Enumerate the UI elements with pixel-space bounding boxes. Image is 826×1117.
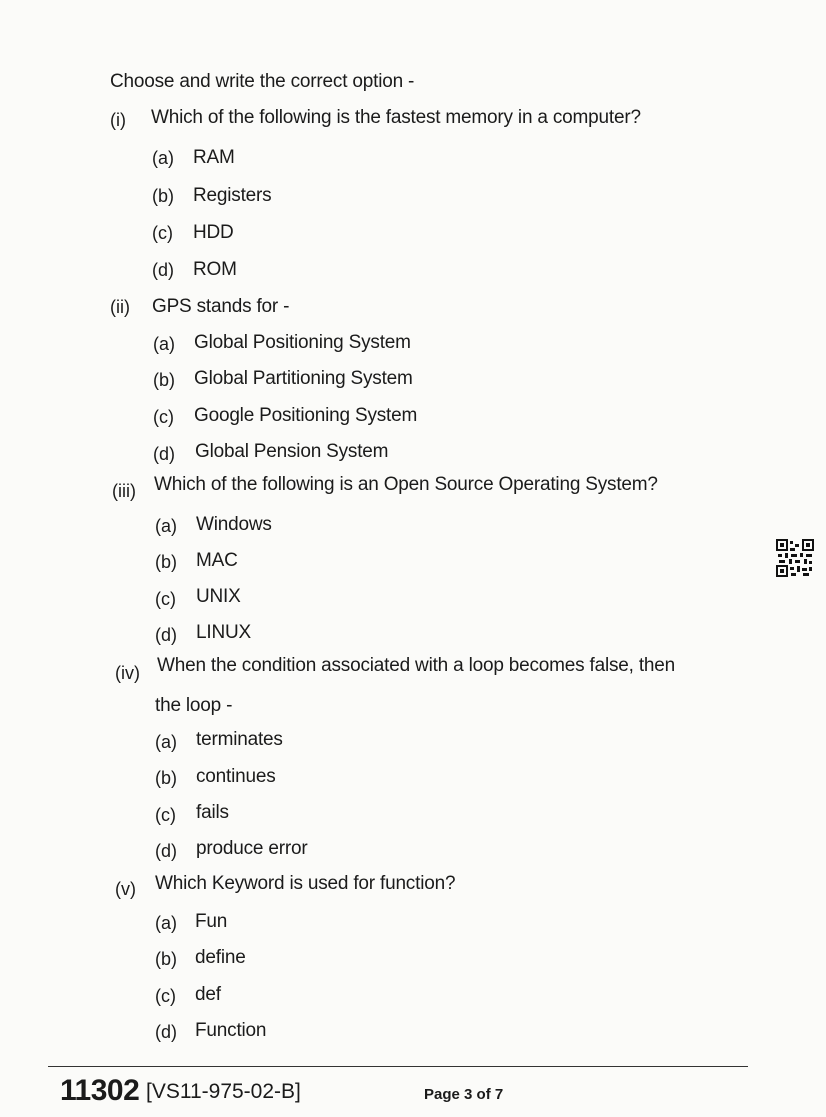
option-letter: (c) <box>155 805 176 825</box>
option-text: terminates <box>196 729 283 750</box>
paper-reference: [VS11-975-02-B] <box>146 1080 301 1103</box>
question-text: GPS stands for - <box>152 296 290 317</box>
option-letter: (d) <box>155 1022 177 1042</box>
option-letter: (c) <box>155 986 176 1006</box>
option-text: Windows <box>196 514 272 535</box>
option-text: Registers <box>193 185 272 206</box>
option-letter: (b) <box>152 186 174 206</box>
option-letter: (c) <box>153 407 174 427</box>
option-text: ROM <box>193 259 237 280</box>
option-text: fails <box>196 802 229 823</box>
option-letter: (c) <box>152 223 173 243</box>
option-text: HDD <box>193 222 234 243</box>
question-number: (i) <box>110 110 126 130</box>
option-letter: (b) <box>155 949 177 969</box>
footer-divider <box>48 1066 748 1067</box>
option-letter: (b) <box>155 552 177 572</box>
option-text: UNIX <box>196 586 241 607</box>
option-text: RAM <box>193 147 235 168</box>
paper-code: 11302 <box>60 1074 140 1107</box>
option-letter: (a) <box>152 148 174 168</box>
option-text: Function <box>195 1020 267 1041</box>
option-letter: (a) <box>155 732 177 752</box>
option-letter: (d) <box>152 260 174 280</box>
option-letter: (b) <box>153 370 175 390</box>
qr-code-icon <box>776 539 814 577</box>
question-number: (iv) <box>115 663 140 683</box>
page-number: Page 3 of 7 <box>424 1086 504 1103</box>
option-text: continues <box>196 766 276 787</box>
question-text: Which of the following is the fastest memory in a computer? <box>151 107 641 128</box>
option-text: produce error <box>196 838 308 859</box>
option-text: define <box>195 947 246 968</box>
option-text: MAC <box>196 550 238 571</box>
instruction-text: Choose and write the correct option - <box>110 71 415 92</box>
question-number: (iii) <box>112 481 136 501</box>
option-text: Global Partitioning System <box>194 368 413 389</box>
question-text-continued: the loop - <box>155 695 233 716</box>
question-number: (v) <box>115 879 136 899</box>
option-letter: (a) <box>155 913 177 933</box>
question-text: When the condition associated with a loop becomes false, then <box>157 655 676 676</box>
question-number: (ii) <box>110 297 130 317</box>
option-text: Google Positioning System <box>194 405 418 426</box>
option-letter: (a) <box>153 334 175 354</box>
option-letter: (c) <box>155 589 176 609</box>
option-text: Global Positioning System <box>194 332 411 353</box>
option-letter: (b) <box>155 768 177 788</box>
option-letter: (d) <box>155 841 177 861</box>
option-text: Global Pension System <box>195 441 389 462</box>
option-letter: (a) <box>155 516 177 536</box>
question-text: Which of the following is an Open Source Operating System? <box>154 474 658 495</box>
question-text: Which Keyword is used for function? <box>155 873 456 894</box>
option-text: Fun <box>195 911 228 932</box>
option-text: def <box>195 984 221 1005</box>
option-letter: (d) <box>153 444 175 464</box>
option-text: LINUX <box>196 622 251 643</box>
option-letter: (d) <box>155 625 177 645</box>
